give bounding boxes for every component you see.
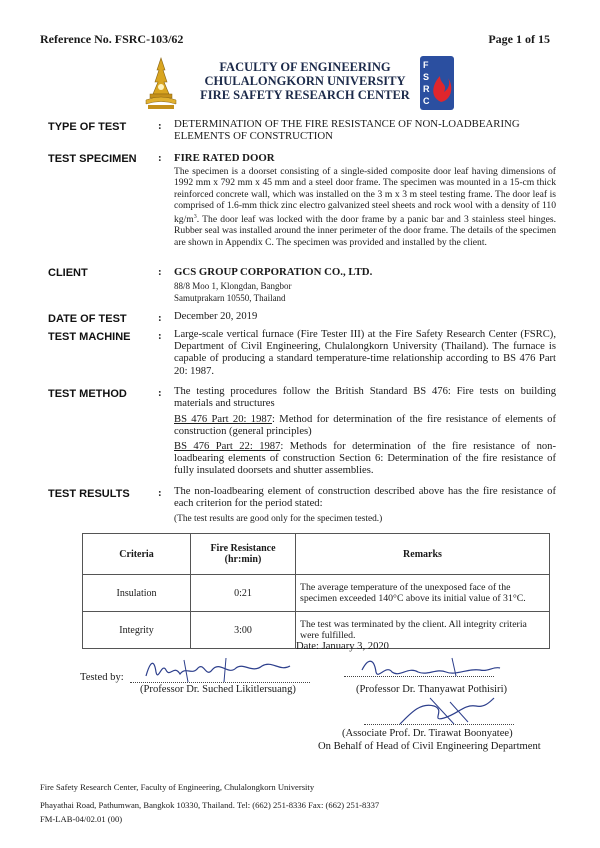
date-of-test-value: December 20, 2019 bbox=[174, 311, 258, 322]
header-fire-resistance-line-2: (hr:min) bbox=[224, 554, 262, 565]
superscript: 3 bbox=[193, 213, 197, 220]
colon: : bbox=[158, 152, 162, 164]
org-line-3: FIRE SAFETY RESEARCH CENTER bbox=[200, 88, 410, 102]
signature-2-handwriting bbox=[356, 654, 506, 684]
client-address-1: 88/8 Moo 1, Klongdan, Bangbor bbox=[174, 281, 292, 291]
organization-title bbox=[190, 60, 420, 102]
test-method-standard-2 bbox=[174, 441, 556, 478]
remarks-cell: The average temperature of the unexposed face of the specimen exceeded 140°C above its initial value of 31°C. bbox=[296, 575, 550, 612]
table-row bbox=[83, 575, 550, 612]
client-name: GCS GROUP CORPORATION CO., LTD. bbox=[174, 266, 373, 278]
standard-1-text: : Method for determination of the fire resistance of elements of construction (general principles) bbox=[174, 414, 557, 438]
test-method-intro: The testing procedures follow the British Standard BS 476: Fire tests on building materials and structures bbox=[174, 386, 556, 410]
test-machine-label: TEST MACHINE bbox=[48, 331, 131, 343]
signature-line-3 bbox=[364, 724, 514, 725]
footer-line-3: FM-LAB-04/02.01 (00) bbox=[40, 814, 123, 824]
chulalongkorn-seal-icon bbox=[142, 56, 180, 112]
logo-letter-c: C bbox=[423, 96, 430, 106]
footer-line-1: Fire Safety Research Center, Faculty of Engineering, Chulalongkorn University bbox=[40, 782, 315, 792]
signer-1-name: (Professor Dr. Suched Likitlersuang) bbox=[140, 684, 296, 695]
type-of-test-label: TYPE OF TEST bbox=[48, 121, 127, 133]
signer-2-name: (Professor Dr. Thanyawat Pothisiri) bbox=[356, 684, 508, 695]
standard-1-reference: BS 476 Part 20: 1987 bbox=[174, 414, 272, 425]
signature-1-handwriting bbox=[140, 652, 310, 688]
signature-date: Date: January 3, 2020 bbox=[296, 641, 389, 652]
specimen-description-text-2: . The door leaf was locked with the door frame by a panic bar and 3 stainless steel hinges. Rubber seal was installed around the inner perimeter of the door frame. The details of the specimen are shown in Appendix C. The specimen was provided and installed by the client. bbox=[174, 213, 556, 248]
type-of-test-value: DETERMINATION OF THE FIRE RESISTANCE OF NON-LOADBEARING ELEMENTS OF CONSTRUCTION bbox=[174, 118, 520, 143]
colon: : bbox=[158, 387, 162, 399]
standard-2-text: : Methods for determination of the fire resistance of non-loadbearing elements of construction Section 6: Determination of the fire resistance of fully insulated doorsets and shutter assemblies. bbox=[174, 441, 556, 477]
tested-by-label: Tested by: bbox=[80, 672, 124, 683]
footer-line-2: Phayathai Road, Pathumwan, Bangkok 10330, Thailand. Tel: (662) 251-8336 Fax: (662) 251-8337 bbox=[40, 800, 380, 810]
header-fire-resistance-line-1: Fire Resistance bbox=[210, 543, 276, 554]
reference-number: Reference No. FSRC-103/62 bbox=[40, 32, 184, 46]
date-of-test-label: DATE OF TEST bbox=[48, 313, 127, 325]
header-fire-resistance bbox=[191, 534, 296, 575]
client-label: CLIENT bbox=[48, 267, 88, 279]
time-cell: 0:21 bbox=[191, 575, 296, 612]
header-criteria: Criteria bbox=[83, 534, 191, 575]
signature-3-handwriting bbox=[390, 694, 500, 728]
colon: : bbox=[158, 120, 162, 132]
specimen-description bbox=[174, 166, 556, 248]
logo-letter-r: R bbox=[423, 84, 430, 94]
org-line-2: CHULALONGKORN UNIVERSITY bbox=[204, 74, 406, 88]
colon: : bbox=[158, 330, 162, 342]
specimen-description-text: The specimen is a doorset consisting of a single-sided composite door leaf having dimensions of 1992 mm x 792 mm x 45 mm and a steel door frame. The specimen was mounted in a 15-cm thick reinforced concrete wall, which was installed on the 3 m x 3 m steel testing frame. The door leaf is comprised of 1.6-mm thick zinc electro galvanized steel sheets and rock wool with a density of 110 kg/m bbox=[174, 166, 556, 225]
signer-3-name: (Associate Prof. Dr. Tirawat Boonyatee) bbox=[342, 728, 513, 739]
page-number: Page 1 of 15 bbox=[488, 32, 550, 46]
colon: : bbox=[158, 266, 162, 278]
criteria-cell: Integrity bbox=[83, 612, 191, 649]
org-line-1: FACULTY OF ENGINEERING bbox=[219, 60, 391, 74]
test-results-note: (The test results are good only for the specimen tested.) bbox=[174, 514, 383, 524]
colon: : bbox=[158, 487, 162, 499]
remarks-cell: The test was terminated by the client. All integrity criteria were fulfilled. bbox=[296, 612, 550, 649]
test-specimen-label: TEST SPECIMEN bbox=[48, 153, 137, 165]
logo-letter-s: S bbox=[423, 72, 430, 82]
standard-2-reference: BS 476 Part 22: 1987 bbox=[174, 441, 281, 452]
test-results-label: TEST RESULTS bbox=[48, 488, 130, 500]
table-header-row bbox=[83, 534, 550, 575]
time-cell: 3:00 bbox=[191, 612, 296, 649]
specimen-title: FIRE RATED DOOR bbox=[174, 152, 275, 164]
colon: : bbox=[158, 312, 162, 324]
test-machine-value: Large-scale vertical furnace (Fire Tester III) at the Fire Safety Research Center (FSRC), Department of Civil Engineering, Chulalongkorn University (Thailand). The furnace is capable of producing a standard temperature-time relationship according to BS 476 Part 20: 1987. bbox=[174, 329, 556, 377]
fsrc-logo-icon bbox=[420, 56, 454, 110]
test-results-value: The non-loadbearing element of construction described above has the fire resistance of each criterion for the period stated: bbox=[174, 486, 556, 510]
test-method-label: TEST METHOD bbox=[48, 388, 127, 400]
logo-letter-f: F bbox=[423, 60, 429, 70]
client-address-2: Samutprakarn 10550, Thailand bbox=[174, 293, 286, 303]
criteria-cell: Insulation bbox=[83, 575, 191, 612]
test-method-standard-1 bbox=[174, 414, 556, 438]
results-table bbox=[82, 533, 550, 649]
on-behalf-text: On Behalf of Head of Civil Engineering Department bbox=[318, 741, 541, 752]
header-remarks: Remarks bbox=[296, 534, 550, 575]
